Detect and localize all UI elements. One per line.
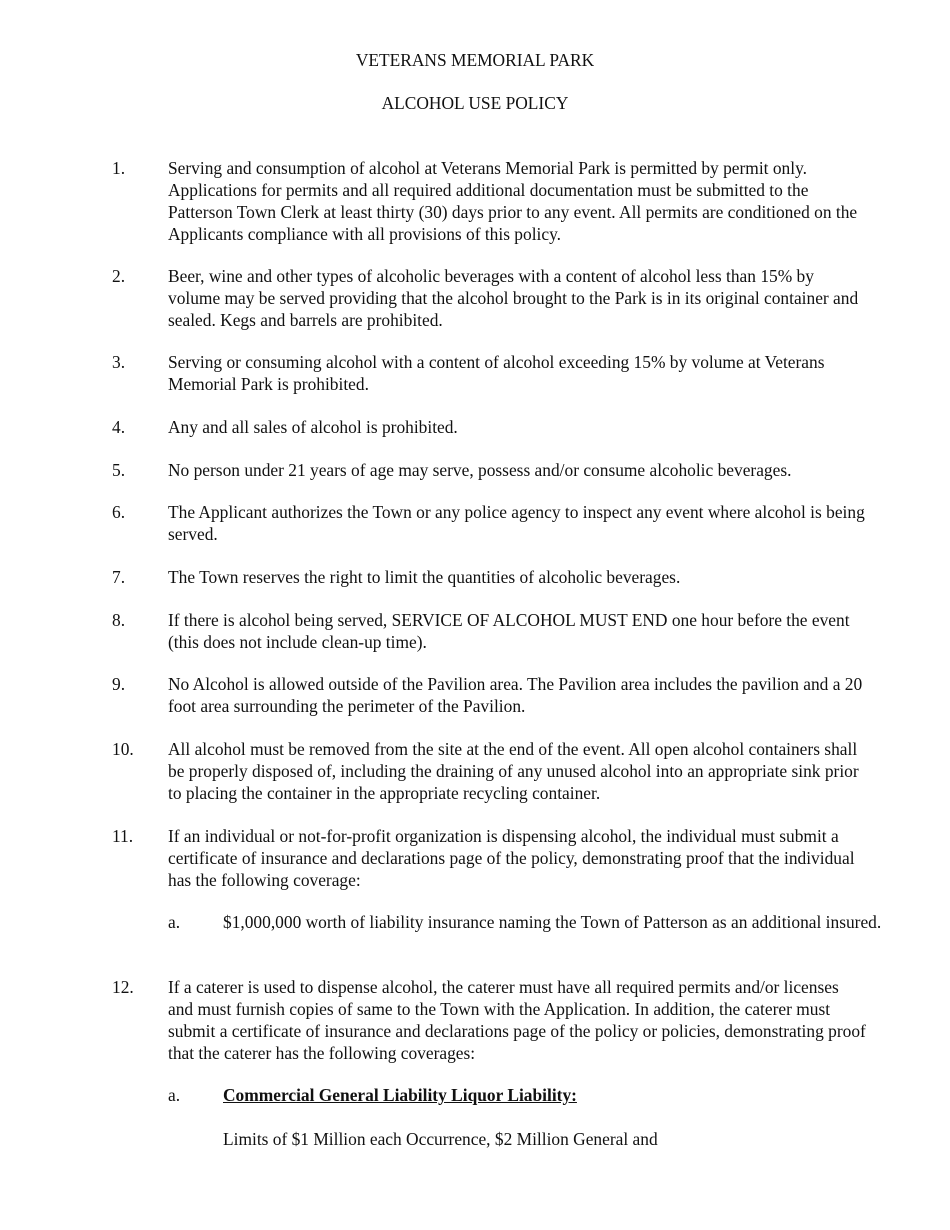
item-number: 9. [112, 674, 126, 694]
item-text: Serving or consuming alcohol with a content of alcohol exceeding 15% by volume at Veterans Memorial Park is prohibited. [168, 352, 825, 394]
item-number: 2. [112, 266, 126, 286]
item-number: 4. [112, 417, 126, 437]
sub-item-letter: a. [168, 1085, 181, 1105]
sub-item-text: Limits of $1 Million each Occurrence, $2 Million General and [223, 1129, 658, 1149]
item-text: The Applicant authorizes the Town or any police agency to inspect any event where alcohol is being served. [168, 502, 865, 544]
item-text: If a caterer is used to dispense alcohol, the caterer must have all required permits and/or licenses and must furnish copies of same to the Town with the Application. In addition, the caterer must submit a certificate of insurance and declarations page of the policy or policies, demonstrating proof that the caterer has the following coverages: [168, 977, 866, 1063]
item-text: If there is alcohol being served, SERVICE OF ALCOHOL MUST END one hour before the event (this does not include clean-up time). [168, 610, 850, 652]
item-text: Beer, wine and other types of alcoholic beverages with a content of alcohol less than 15% by volume may be served providing that the alcohol brought to the Park is in its original container and sealed. Kegs and barrels are prohibited. [168, 266, 859, 330]
page-title: VETERANS MEMORIAL PARK [355, 50, 595, 70]
item-text: Any and all sales of alcohol is prohibited. [168, 417, 458, 437]
page-subtitle: ALCOHOL USE POLICY [381, 93, 569, 113]
sub-item-letter: a. [168, 912, 181, 932]
item-number: 10. [112, 739, 134, 759]
item-number: 8. [112, 610, 126, 630]
item-number: 12. [112, 977, 134, 997]
item-number: 6. [112, 502, 126, 522]
item-text: No person under 21 years of age may serve, possess and/or consume alcoholic beverages. [168, 460, 792, 480]
item-text: The Town reserves the right to limit the quantities of alcoholic beverages. [168, 567, 681, 587]
item-text: All alcohol must be removed from the site at the end of the event. All open alcohol containers shall be properly disposed of, including the draining of any unused alcohol into an appropriate sink prior to placing the container in the appropriate recycling container. [168, 739, 859, 803]
sub-item-text: $1,000,000 worth of liability insurance naming the Town of Patterson as an additional insured. [223, 912, 882, 932]
item-text: If an individual or not-for-profit organization is dispensing alcohol, the individual must submit a certificate of insurance and declarations page of the policy, demonstrating proof that the individual has the following coverage: [168, 826, 855, 890]
item-number: 5. [112, 460, 126, 480]
item-text: No Alcohol is allowed outside of the Pavilion area. The Pavilion area includes the pavilion and a 20 foot area surrounding the perimeter of the Pavilion. [168, 674, 863, 716]
item-number: 1. [112, 158, 126, 178]
item-text: Serving and consumption of alcohol at Veterans Memorial Park is permitted by permit only. Applications for permits and all required additional documentation must be submitted to the Patterson Town Clerk at least thirty (30) days prior to any event. All permits are conditioned on the Applicants compliance with all provisions of this policy. [168, 158, 858, 244]
item-number: 11. [112, 826, 134, 846]
item-number: 3. [112, 352, 126, 372]
item-number: 7. [112, 567, 126, 587]
sub-item-heading: Commercial General Liability Liquor Liability: [223, 1085, 577, 1105]
